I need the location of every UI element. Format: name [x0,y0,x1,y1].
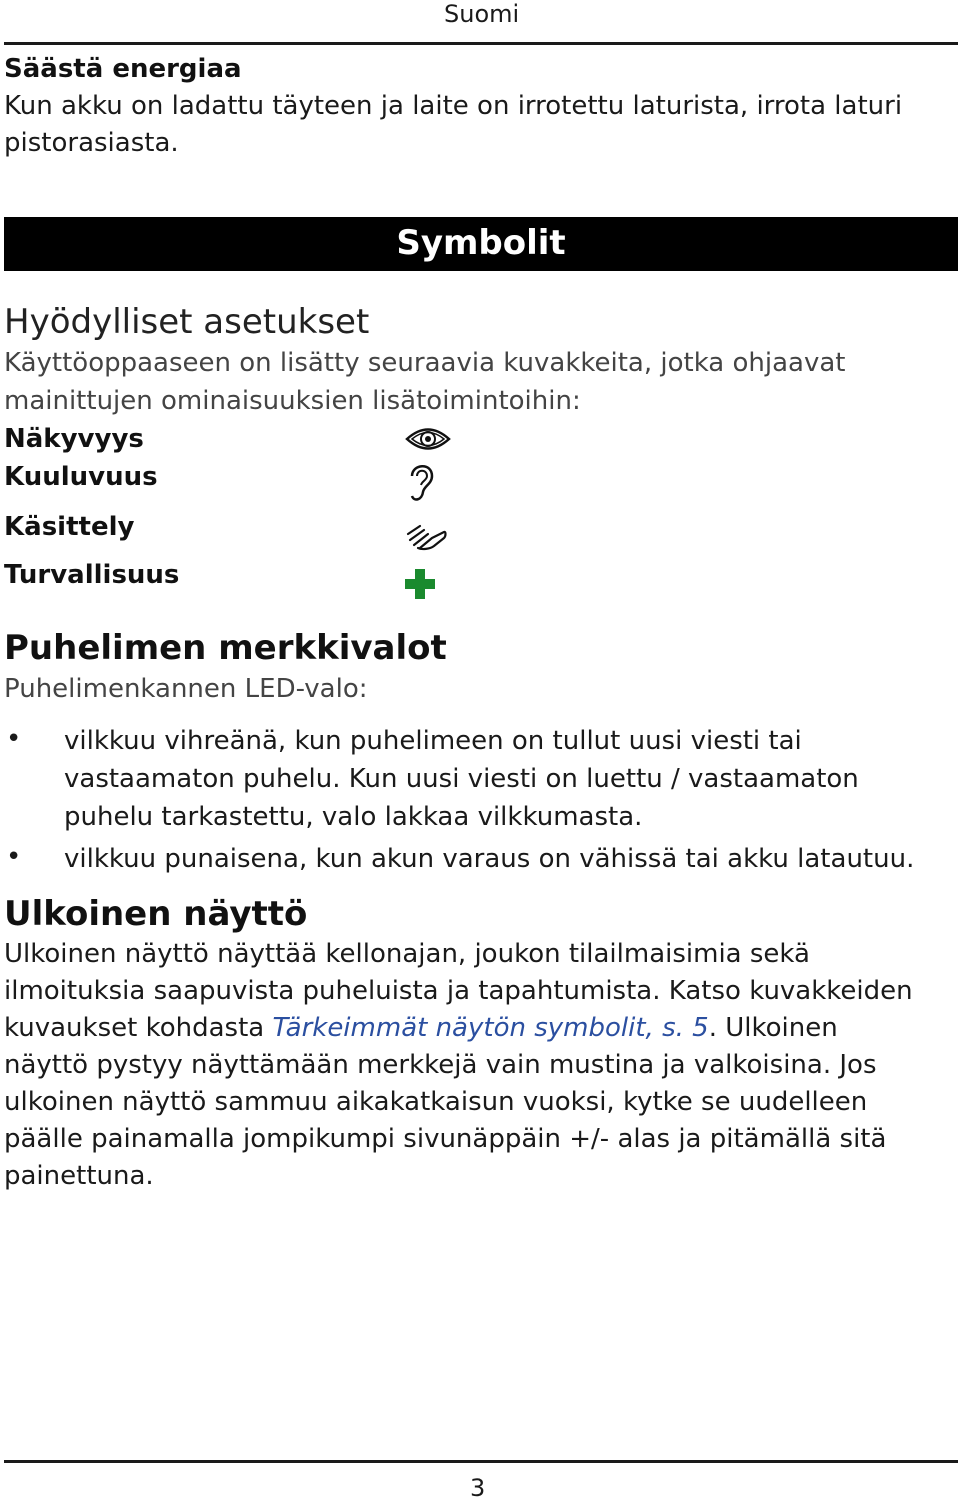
energy-line-1: Kun akku on ladattu täyteen ja laite on irrotettu laturista, irrota laturi [4,91,903,121]
led-intro: Puhelimenkannen LED-valo: [4,674,368,704]
external-line-4: näyttö pystyy näyttämään merkkejä vain mustina ja valkoisina. Jos [4,1050,877,1080]
symbol-label-handling: Käsittely [4,512,135,542]
bullet-marker: • [6,842,22,872]
page-number: 3 [470,1474,486,1502]
symbol-label-audibility: Kuuluvuus [4,462,158,492]
hand-icon [404,514,448,556]
led-bullet-1-line-3: puhelu tarkastettu, valo lakkaa vilkkumasta. [64,802,643,832]
footer-rule [4,1460,958,1463]
energy-line-2: pistorasiasta. [4,128,179,158]
led-bullet-1-line-1: vilkkuu vihreänä, kun puhelimeen on tullut uusi viesti tai [64,726,802,756]
external-line-7: painettuna. [4,1161,154,1191]
green-cross-icon [404,568,436,604]
external-line-3-text: kuvaukset kohdasta [4,1013,273,1043]
led-bullet-2-line-1: vilkkuu punaisena, kun akun varaus on vähissä tai akku latautuu. [64,844,915,874]
settings-title: Hyödylliset asetukset [4,302,370,342]
external-line-2: ilmoituksia saapuvista puheluista ja tapahtumista. Katso kuvakkeiden [4,976,913,1006]
led-bullet-1-line-2: vastaamaton puhelu. Kun uusi viesti on luettu / vastaamaton [64,764,859,794]
symbol-label-safety: Turvallisuus [4,560,180,590]
eye-icon [404,424,452,458]
energy-title: Säästä energiaa [4,54,242,84]
external-line-3-tail: . Ulkoinen [708,1013,838,1043]
external-line-6: päälle painamalla jompikumpi sivunäppäin +/- alas ja pitämällä sitä [4,1124,887,1154]
header-rule [4,42,958,45]
external-line-1: Ulkoinen näyttö näyttää kellonajan, joukon tilailmaisimia sekä [4,939,810,969]
external-line-5: ulkoinen näyttö sammuu aikakatkaisun vuoksi, kytke se uudelleen [4,1087,868,1117]
settings-line-2: mainittujen ominaisuuksien lisätoimintoihin: [4,386,581,416]
led-title: Puhelimen merkkivalot [4,628,447,668]
section-banner: Symbolit [4,217,958,271]
settings-line-1: Käyttöoppaaseen on lisätty seuraavia kuvakkeita, jotka ohjaavat [4,348,846,378]
language-label: Suomi [444,0,520,28]
external-line-3 [4,1010,838,1047]
external-title: Ulkoinen näyttö [4,894,308,934]
symbols-page-link[interactable]: Tärkeimmät näytön symbolit, s. 5 [272,1013,709,1043]
symbol-label-visibility: Näkyvyys [4,424,144,454]
bullet-marker: • [6,724,22,754]
ear-icon [404,460,438,508]
